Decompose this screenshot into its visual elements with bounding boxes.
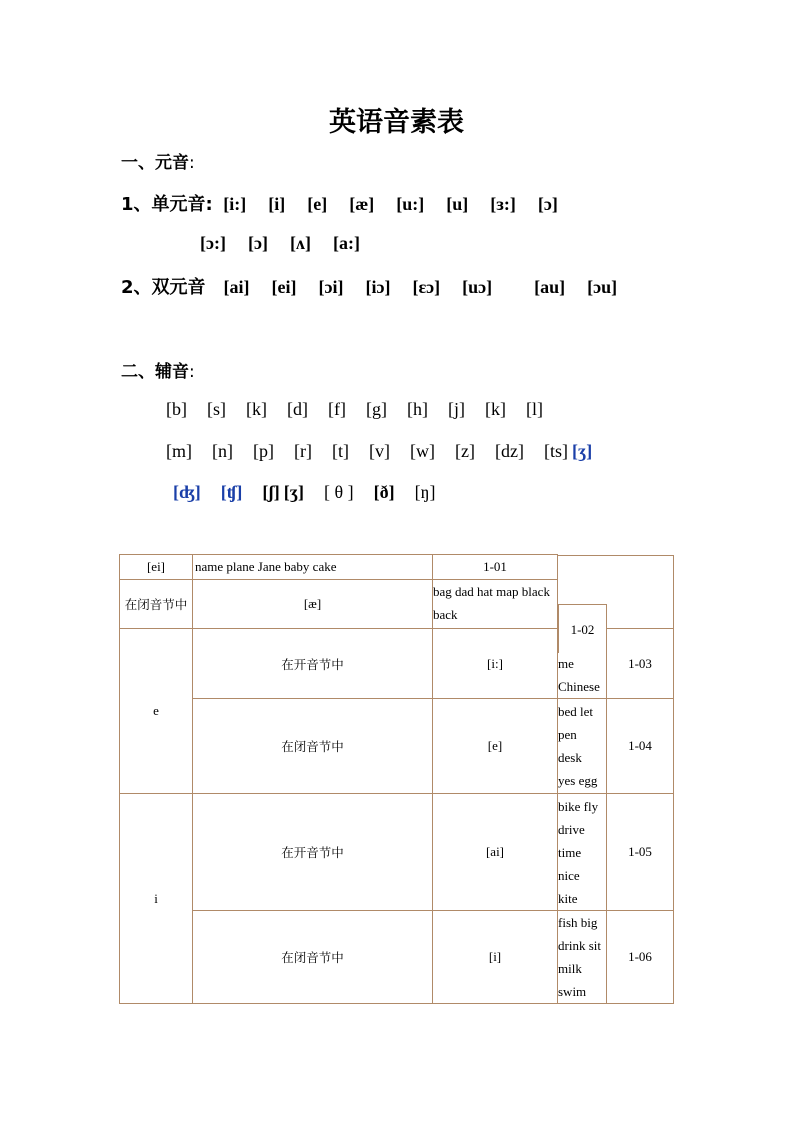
consonant-row-2 bbox=[166, 441, 612, 462]
words-cell: name plane Jane baby cake bbox=[193, 555, 433, 580]
words-cell: me Chinese bbox=[558, 629, 607, 699]
phoneme: [l] bbox=[525, 399, 543, 419]
phoneme: [ɔ] bbox=[247, 233, 268, 253]
phoneme: [h] bbox=[406, 399, 428, 419]
phoneme: [ŋ] bbox=[414, 482, 436, 502]
phonics-table bbox=[119, 554, 674, 1004]
phoneme: [d] bbox=[287, 399, 308, 419]
phoneme: [ð] bbox=[373, 482, 395, 502]
words-cell: bag dad hat map black back 1-02 bbox=[433, 580, 558, 629]
page-title: 英语音素表 bbox=[329, 107, 464, 138]
monophthong-row-1 bbox=[121, 190, 580, 216]
phoneme: [ei] bbox=[271, 277, 297, 297]
sound-cell: [i] bbox=[433, 911, 558, 1004]
letter-cell: e bbox=[120, 629, 193, 794]
phoneme: [u:] bbox=[396, 194, 425, 214]
sound-cell: [æ] bbox=[193, 580, 433, 629]
monophthong-label: 1、单元音: bbox=[121, 194, 213, 215]
phoneme: [r] bbox=[294, 441, 312, 461]
consonant-row-3 bbox=[173, 482, 456, 503]
phoneme: [ɜ:] bbox=[490, 194, 516, 214]
table-row bbox=[120, 555, 674, 580]
consonant-row-1 bbox=[166, 399, 563, 420]
phoneme: [v] bbox=[368, 441, 390, 461]
letter-cell: i bbox=[120, 794, 193, 1004]
phoneme: [æ] bbox=[349, 194, 375, 214]
phoneme: [iɔ] bbox=[365, 277, 391, 297]
words-cell: bike fly drive time nice kite bbox=[558, 794, 607, 911]
phoneme: [p] bbox=[253, 441, 274, 461]
phoneme: [n] bbox=[212, 441, 233, 461]
words-cell: fish big drink sit milk swim bbox=[558, 911, 607, 1004]
phoneme: [ɔ:] bbox=[200, 233, 226, 253]
phoneme: [i] bbox=[268, 194, 286, 214]
table-row bbox=[120, 699, 674, 794]
consonants-heading: 二、辅音: bbox=[121, 362, 195, 382]
phoneme: [ θ ] bbox=[324, 482, 354, 502]
phoneme: [ai] bbox=[223, 277, 250, 297]
sound-cell: [e] bbox=[433, 699, 558, 794]
sound-cell: [i:] bbox=[433, 629, 558, 699]
phoneme: [uɔ] bbox=[462, 277, 493, 297]
phoneme: [g] bbox=[365, 399, 387, 419]
phoneme: [i:] bbox=[223, 194, 247, 214]
code-cell: 1-01 bbox=[433, 555, 558, 580]
phoneme: [e] bbox=[307, 194, 328, 214]
code-cell: 1-02 bbox=[558, 604, 607, 653]
position-cell: 在闭音节中 bbox=[120, 580, 193, 629]
phoneme: [t] bbox=[331, 441, 349, 461]
phoneme: [b] bbox=[166, 399, 187, 419]
table-row bbox=[120, 911, 674, 1004]
code-cell: 1-03 bbox=[607, 629, 674, 699]
phoneme: [au] bbox=[534, 277, 566, 297]
phoneme: [ʤ] bbox=[173, 482, 201, 502]
diphthong-row bbox=[121, 273, 639, 299]
phoneme: [ɔ] bbox=[537, 194, 558, 214]
code-cell: 1-06 bbox=[607, 911, 674, 1004]
monophthong-row-2 bbox=[200, 233, 382, 254]
words-cell: bed let pen desk yes egg bbox=[558, 699, 607, 794]
phoneme: [ɔi] bbox=[318, 277, 344, 297]
phoneme: [m] bbox=[166, 441, 192, 461]
table-row bbox=[120, 794, 674, 911]
phoneme: [j] bbox=[447, 399, 465, 419]
position-cell: 在闭音节中 bbox=[193, 699, 433, 794]
position-cell: 在开音节中 bbox=[193, 629, 433, 699]
phoneme: [ʒ] bbox=[283, 482, 305, 502]
phoneme: [s] bbox=[207, 399, 226, 419]
sound-cell: [ai] bbox=[433, 794, 558, 911]
position-cell: 在闭音节中 bbox=[193, 911, 433, 1004]
vowels-heading: 一、元音: bbox=[121, 153, 195, 173]
code-cell: 1-05 bbox=[607, 794, 674, 911]
code-cell: 1-04 bbox=[607, 699, 674, 794]
phoneme: [ts] bbox=[543, 441, 568, 461]
phoneme: [ʃ] bbox=[262, 482, 280, 502]
phoneme: [ɛɔ] bbox=[412, 277, 441, 297]
diphthong-label: 2、双元音 bbox=[121, 277, 206, 298]
phoneme: [k] bbox=[484, 399, 506, 419]
phoneme: [z] bbox=[454, 441, 475, 461]
phoneme: [ʒ] bbox=[571, 441, 593, 461]
phoneme: [dz] bbox=[494, 441, 524, 461]
phoneme: [k] bbox=[246, 399, 267, 419]
phoneme: [u] bbox=[446, 194, 469, 214]
sound-cell: [ei] bbox=[120, 555, 193, 580]
position-cell: 在开音节中 bbox=[193, 794, 433, 911]
phoneme: [a:] bbox=[332, 233, 360, 253]
phoneme: [f] bbox=[328, 399, 346, 419]
phoneme: [w] bbox=[409, 441, 435, 461]
phoneme: [ʧ] bbox=[220, 482, 243, 502]
phoneme: [ɔu] bbox=[587, 277, 618, 297]
phoneme: [ʌ] bbox=[289, 233, 311, 253]
